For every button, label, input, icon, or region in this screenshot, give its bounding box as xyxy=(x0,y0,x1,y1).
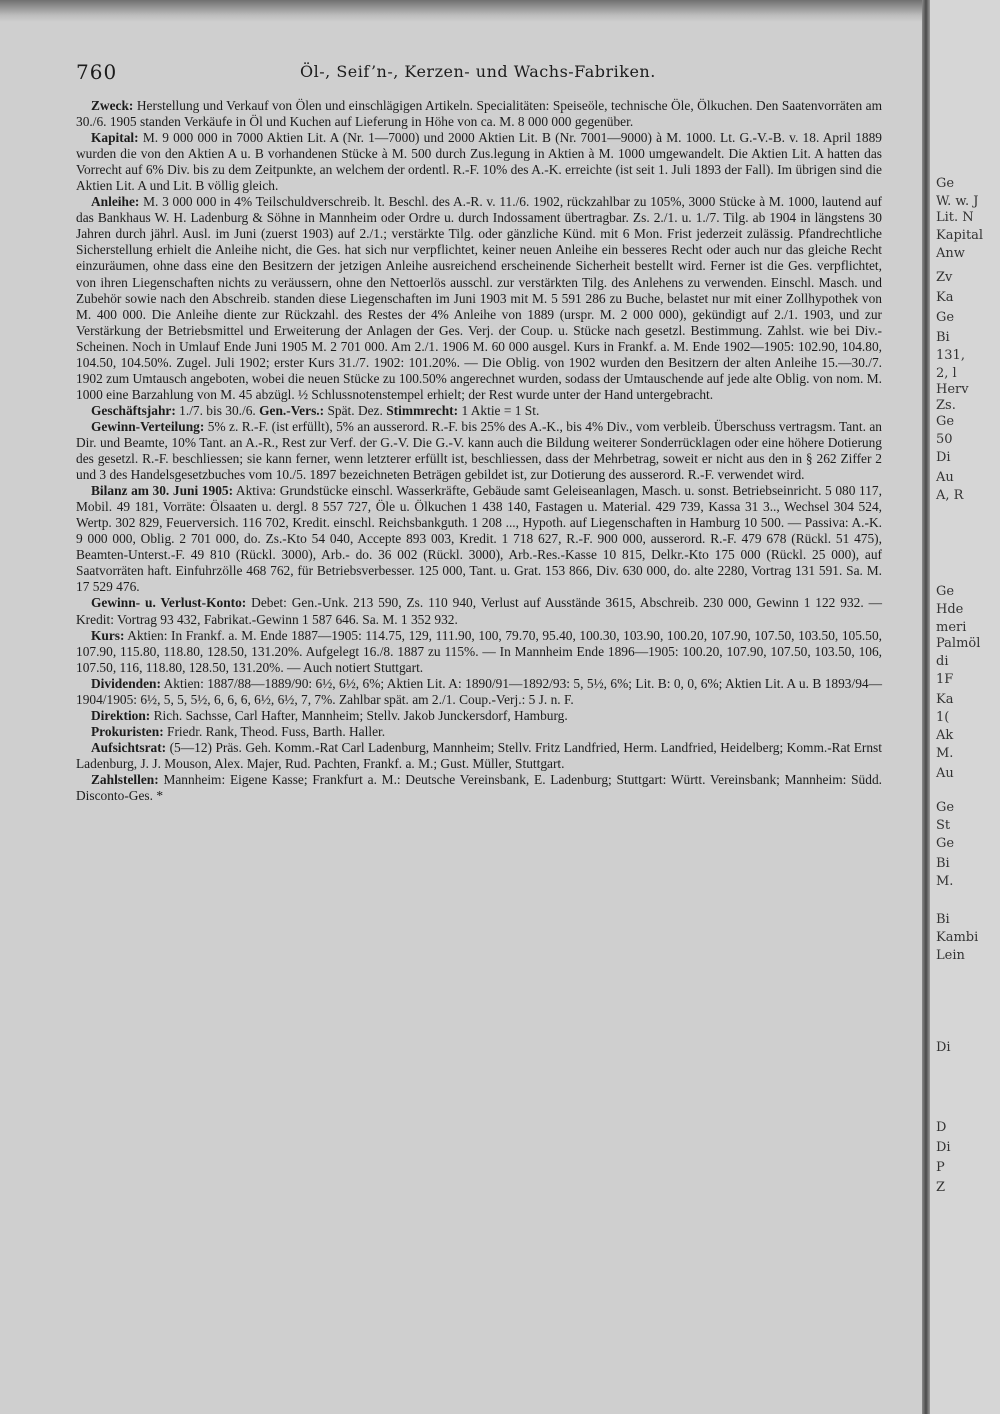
section-text: Debet: Gen.-Unk. 213 590, Zs. 110 940, Verlust auf Ausstände 3615, Abschreib. 230 000, Gewinn 1 122 932. — Kredit: Vortrag 93 432, Fabrikat.-Gewinn 1 587 646. Sa. M. 1 352 932. xyxy=(76,595,883,627)
section-label: Zahlstellen: xyxy=(91,771,159,787)
margin-fragment: Au xyxy=(936,470,954,485)
facing-page-strip xyxy=(930,0,1000,1414)
section-label: Gen.-Vers.: xyxy=(259,402,325,418)
section-text: Aktien: 1887/88—1889/90: 6½, 6½, 6%; Aktien Lit. A: 1890/91—1892/93: 5, 5½, 6%; Lit. B: 0, 0, 6%; Aktien Lit. A u. B 1893/94—1904/1905: 6½, 5, 5, 5½, 6, 6, 6, 6½, 6½, 7, 7%. Zahlbar spät. am 2./1. Coup.-Verj.: 5 J. n. F. xyxy=(76,675,882,707)
section-text: Rich. Sachsse, Carl Hafter, Mannheim; Stellv. Jakob Junckersdorf, Hamburg. xyxy=(150,707,568,723)
section-label: Stimmrecht: xyxy=(386,402,459,418)
margin-fragment: D xyxy=(936,1120,947,1135)
section-label: Aufsichtsrat: xyxy=(91,739,167,755)
section-label: Gewinn-Verteilung: xyxy=(91,418,205,434)
margin-fragment: Zv xyxy=(936,270,953,285)
section-text: M. 9 000 000 in 7000 Aktien Lit. A (Nr. 1—7000) und 2000 Aktien Lit. B (Nr. 7001—9000) à M. 1000. Lt. G.-V.-B. v. 18. April 1889 wurden die von den Aktien A u. B vorhandenen Stücke à M. 500 durch Zus.legung in Aktien à M. 1000 umgewandelt. Die Aktien Lit. A hatten das Vorrecht auf 6% Div. bis zu dem Zeitpunkte, an welchem der ordentl. R.-F. 10% des A.-K. erreichte (ist seit 1. Juli 1893 der Fall). Im übrigen sind die Aktien Lit. A und Lit. B völlig gleich. xyxy=(76,130,882,194)
margin-fragment: Kapital xyxy=(936,228,984,243)
section-text: Aktien: In Frankf. a. M. Ende 1887—1905: 114.75, 129, 111.90, 100, 79.70, 95.40, 100.30, 103.90, 100.20, 107.90, 107.50, 103.50, 105.50, 107.90, 115.80, 118.80, 128.50, 131.20%. Aufgelegt 16./8. 1887 zu 115%. — In Mannheim Ende 1896—1905: 100.20, 107.90, 107.50, 103.50, 106, 107.50, 116, 118.80, 128.50, 131.20%. — Auch notiert Stuttgart. xyxy=(76,627,882,675)
section-text: 1 Aktie = 1 St. xyxy=(458,402,540,418)
section-text: M. 3 000 000 in 4% Teilschuldverschreib. lt. Beschl. des A.-R. v. 11./6. 1902, rückzahlbar zu 105%, 3000 Stücke à M. 1000, lautend auf das Bankhaus W. H. Ladenburg & Söhne in Mannheim oder Ordre u. durch Indossament übertragbar. Zs. 2./1. u. 1./7. Tilg. ab 1904 in längstens 30 Jahren durch jährl. Ausl. im Juni (zuerst 1903) auf 2./1.; verstärkte Tilg. oder gänzliche Künd. mit 6 Mon. Frist jederzeit zulässig. Pfandrechtliche Sicherstellung erhielt die Anleihe nicht, die Ges. hat sich nur verpflichtet, keiner neuen Anleihe ein besseres Recht oder auch nur das gleiche Recht einzuräumen, ohne dass eine den Besitzern der jetzigen Anleihe ausreichend erscheinende Sicherheit bestellt wird. Ferner ist die Ges. verpflichtet, von ihren Liegenschaften nichts zu veräussern, ohne den Nettoerlös ausschl. zur verstärkten Tilg. des Anlehens zu verwenden. Einschl. Masch. und Zubehör sowie nach den Abschreib. standen diese Liegenschaften im Juni 1903 mit M. 5 591 286 zu Buche, belastet nur mit einer Zollhypothek von M. 400 000. Die Anleihe diente zur Rückzahl. des Restes der 4% Anleihe von 1889 (urspr. M. 2 000 000), gekündigt auf 2./1. 1903, und zur Verstärkung der Betriebsmittel und Erweiterung der Anlagen der Ges. Verj. der Coup. u. Stücke nach gesetzl. Bestimmung. Zahlst. wie bei Div.-Scheinen. Noch in Umlauf Ende Juni 1905 M. 2 701 000. Am 2./1. 1906 M. 60 000 ausgel. Kurs in Frankf. a. M. Ende 1902—1905: 102.90, 104.80, 104.50, 104.50%. Zugel. Juli 1902; erster Kurs 31./7. 1902: 101.20%. — Die Oblig. von 1902 wurden den Besitzern der alten Anleihe 15.—30./7. 1902 zum Umtausch angeboten, wobei die neuen Stücke zu 100.50% angerechnet wurden, sodass der Umtauschende auf jede alte Oblig. von nom. M. 1000 eine Barzahlung von M. 45 abzügl. ½ Schlussnotenstempel erhielt; der Rest wurde unter der Hand untergebracht. xyxy=(76,194,882,402)
margin-fragment: Ge xyxy=(936,414,955,429)
section-label: Dividenden: xyxy=(91,675,161,691)
margin-fragment: M. xyxy=(936,746,954,761)
margin-fragment: Ge xyxy=(936,584,955,599)
section-zweck xyxy=(76,98,882,130)
section-gewinn-verteilung xyxy=(76,419,882,483)
margin-fragment: Au xyxy=(936,766,954,781)
margin-fragment: St xyxy=(936,818,951,833)
margin-fragment: W. w. J xyxy=(936,194,979,209)
margin-fragment: Di xyxy=(936,450,951,465)
section-text: 5% z. R.-F. (ist erfüllt), 5% an ausserord. R.-F. bis 25% des A.-K., bis 4% Div., vom verbleib. Überschuss vertragsm. Tant. an Dir. und Beamte, 10% Tant. an A.-R., Rest zur Verf. der G.-V. Die G.-V. kann auch die Bildung weiterer Sonderrücklagen oder eine höhere Dotierung des gesetzl. R.-F. beschliessen; sie kann ferner, wenn letzterer erfüllt ist, beschliessen, dass der Mehrbetrag, soweit er nicht aus den in § 262 Ziffer 2 und 3 des Handelsgesetzbuches vom 10./5. 1897 bezeichneten Beträgen gebildet ist, zur Dotierung des ausserord. R.-F. verwendet wird. xyxy=(76,418,882,483)
margin-fragment: Kambi xyxy=(936,930,979,945)
running-head: Öl-, Seif’n-, Kerzen- und Wachs-Fabriken. xyxy=(300,62,656,81)
margin-fragment: Ge xyxy=(936,836,955,851)
book-spine xyxy=(922,0,930,1414)
page-number: 760 xyxy=(76,60,118,84)
margin-fragment: di xyxy=(936,654,949,669)
margin-fragment: Bi xyxy=(936,856,950,871)
section-anleihe xyxy=(76,194,882,403)
margin-fragment: Ge xyxy=(936,176,955,191)
section-label: Direktion: xyxy=(91,707,151,723)
section-gewinn-verlust xyxy=(76,595,882,627)
margin-fragment: Palmöl xyxy=(936,636,981,651)
margin-fragment: 1( xyxy=(936,710,950,725)
margin-fragment: Di xyxy=(936,1040,951,1055)
margin-fragment: Bi xyxy=(936,330,950,345)
section-kapital xyxy=(76,130,882,194)
margin-fragment: P xyxy=(936,1160,945,1175)
section-label: Geschäftsjahr: xyxy=(91,402,176,418)
company-entry xyxy=(76,98,882,804)
section-label: Prokuristen: xyxy=(91,723,164,739)
margin-fragment: Ka xyxy=(936,290,954,305)
margin-fragment: Lein xyxy=(936,948,965,963)
margin-fragment: Anw xyxy=(936,246,965,261)
margin-fragment: Zs. xyxy=(936,398,956,413)
scan-edge xyxy=(0,0,1000,22)
section-kurs xyxy=(76,628,882,676)
section-prokuristen xyxy=(76,724,882,740)
margin-fragment: Hde xyxy=(936,602,964,617)
margin-fragment: Ge xyxy=(936,800,955,815)
margin-fragment: Di xyxy=(936,1140,951,1155)
section-label: Anleihe: xyxy=(91,194,140,210)
margin-fragment: 2, l xyxy=(936,366,957,381)
section-label: Bilanz am 30. Juni 1905: xyxy=(91,483,234,499)
section-label: Zweck: xyxy=(91,98,134,113)
margin-fragment: 131, xyxy=(936,348,965,363)
section-dividenden xyxy=(76,676,882,708)
section-aufsichtsrat xyxy=(76,740,882,772)
section-geschaeftsjahr xyxy=(76,403,882,419)
section-label: Gewinn- u. Verlust-Konto: xyxy=(91,595,247,611)
section-text: (5—12) Präs. Geh. Komm.-Rat Carl Ladenburg, Mannheim; Stellv. Fritz Landfried, Herm. Landfried, Heidelberg; Komm.-Rat Ernst Ladenburg, J. J. Mouson, Alex. Majer, Rud. Pachten, Frankf. a. M.; Gust. Müller, Stuttgart. xyxy=(76,739,882,771)
section-text: Mannheim: Eigene Kasse; Frankfurt a. M.: Deutsche Vereinsbank, E. Ladenburg; Stuttgart: Württ. Vereinsbank; Mannheim: Südd. Disconto-Ges. * xyxy=(76,771,882,804)
section-label: Kapital: xyxy=(91,130,139,146)
margin-fragment: Lit. N xyxy=(936,210,974,225)
section-text: Herstellung und Verkauf von Ölen und einschlägigen Artikeln. Specialitäten: Speiseöle, technische Öle, Ölkuchen. Den Saatenvorräten am 30./6. 1905 standen Verkäufe in Öl und Kuchen auf Lieferung in Höhe von ca. M. 8 000 000 gegenüber. xyxy=(76,98,882,130)
margin-fragment: Ka xyxy=(936,692,954,707)
section-text: Spät. Dez. xyxy=(324,402,387,418)
margin-fragment: Bi xyxy=(936,912,950,927)
section-text: Friedr. Rank, Theod. Fuss, Barth. Haller. xyxy=(163,723,386,739)
margin-fragment: 50 xyxy=(936,432,953,447)
section-bilanz xyxy=(76,483,882,595)
margin-fragment: Ak xyxy=(936,728,954,743)
section-direktion xyxy=(76,708,882,724)
margin-fragment: meri xyxy=(936,620,967,635)
margin-fragment: Herv xyxy=(936,382,969,397)
section-text: Aktiva: Grundstücke einschl. Wasserkräfte, Gebäude samt Geleiseanlagen, Masch. u. sonst. Betriebseinricht. 5 080 117, Mobil. 49 181, Vorräte: Ölsaaten u. dergl. 8 557 727, Öle u. Ölkuchen 1 438 140, Fastagen u. Material. 429 739, Kassa 31 3.., Wechsel 304 524, Wertp. 302 829, Feuerversich. 116 702, Kredit. einschl. Reichsbankguth. 1 208 ..., Hypoth. auf Liegenschaften in Hamburg 10 500. — Passiva: A.-K. 9 000 000, Oblig. 2 701 000, do. Zs.-Kto 54 040, Accepte 893 003, Kredit. 1 718 627, R.-F. 900 000, ausserord. R.-F. 479 678 (Rückl. 51 475), Beamten-Unterst.-F. 49 810 (Rückl. 3000), Arb.- do. 36 002 (Rückl. 3000), Arb.-Res.-Kasse 10 815, Delkr.-Kto 175 000 (Rückl. 25 000), auf Saatvorräten haft. Einfuhrzölle 468 762, für Betriebsverbesser. 125 000, Tant. u. Grat. 153 866, Div. 630 000, do. alte 2280, Vortrag 131 591. Sa. M. 17 529 476. xyxy=(76,483,882,595)
margin-fragment: A, R xyxy=(936,488,964,503)
margin-fragment: M. xyxy=(936,874,954,889)
section-zahlstellen xyxy=(76,772,882,804)
margin-fragment: Z xyxy=(936,1180,946,1195)
margin-fragment: 1F xyxy=(936,672,954,687)
margin-fragment: Ge xyxy=(936,310,955,325)
section-text: 1./7. bis 30./6. xyxy=(175,402,260,418)
section-label: Kurs: xyxy=(91,627,125,643)
